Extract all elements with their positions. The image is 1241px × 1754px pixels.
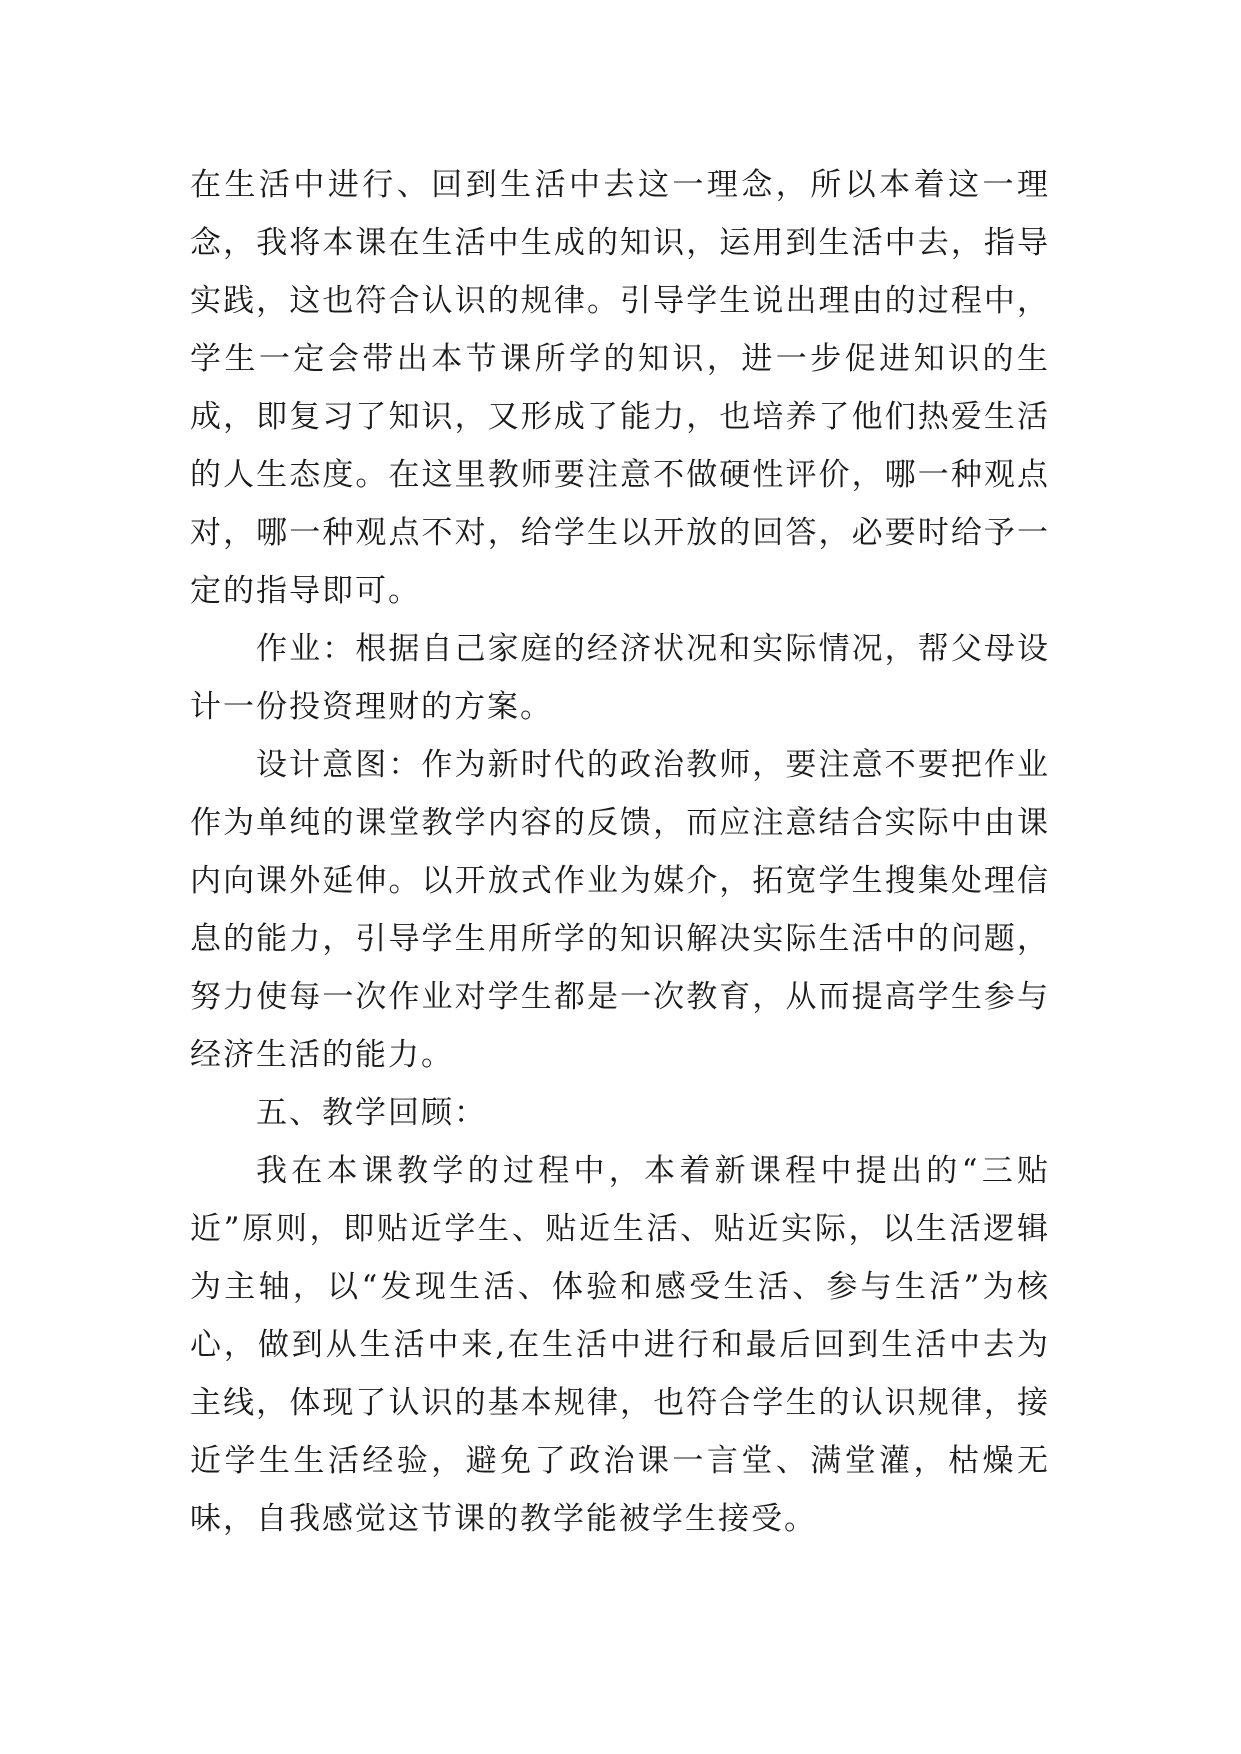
paragraph-continuation: 在生活中进行、回到生活中去这一理念，所以本着这一理念，我将本课在生活中生成的知识，运用到生活中去，指导实践，这也符合认识的规律。引导学生说出理由的过程中，学生一定会带出本节课所学的知识，进一步促进知识的生成，即复习了知识，又形成了能力，也培养了他们热爱生活的人生态度。在这里教师要注意不做硬性评价，哪一种观点对，哪一种观点不对，给学生以开放的回答，必要时给予一定的指导即可。 bbox=[190, 167, 1050, 609]
section-heading-teaching-review: 五、教学回顾： bbox=[256, 1095, 487, 1131]
paragraph-homework: 作业：根据自己家庭的经济状况和实际情况，帮父母设计一份投资理财的方案。 bbox=[190, 631, 1050, 725]
paragraph-teaching-review: 我在本课教学的过程中，本着新课程中提出的“三贴近”原则，即贴近学生、贴近生活、贴近实际，以生活逻辑为主轴，以“发现生活、体验和感受生活、参与生活”为核心，做到从生活中来,在生活中进行和最后回到生活中去为主线，体现了认识的基本规律，也符合学生的认识规律，接近学生生活经验，避免了政治课一言堂、满堂灌，枯燥无味，自我感觉这节课的教学能被学生接受。 bbox=[190, 1153, 1050, 1537]
document-body bbox=[190, 156, 1050, 1548]
paragraph-design-intent: 设计意图：作为新时代的政治教师，要注意不要把作业作为单纯的课堂教学内容的反馈，而应注意结合实际中由课内向课外延伸。以开放式作业为媒介，拓宽学生搜集处理信息的能力，引导学生用所学的知识解决实际生活中的问题，努力使每一次作业对学生都是一次教育，从而提高学生参与经济生活的能力。 bbox=[190, 747, 1050, 1073]
